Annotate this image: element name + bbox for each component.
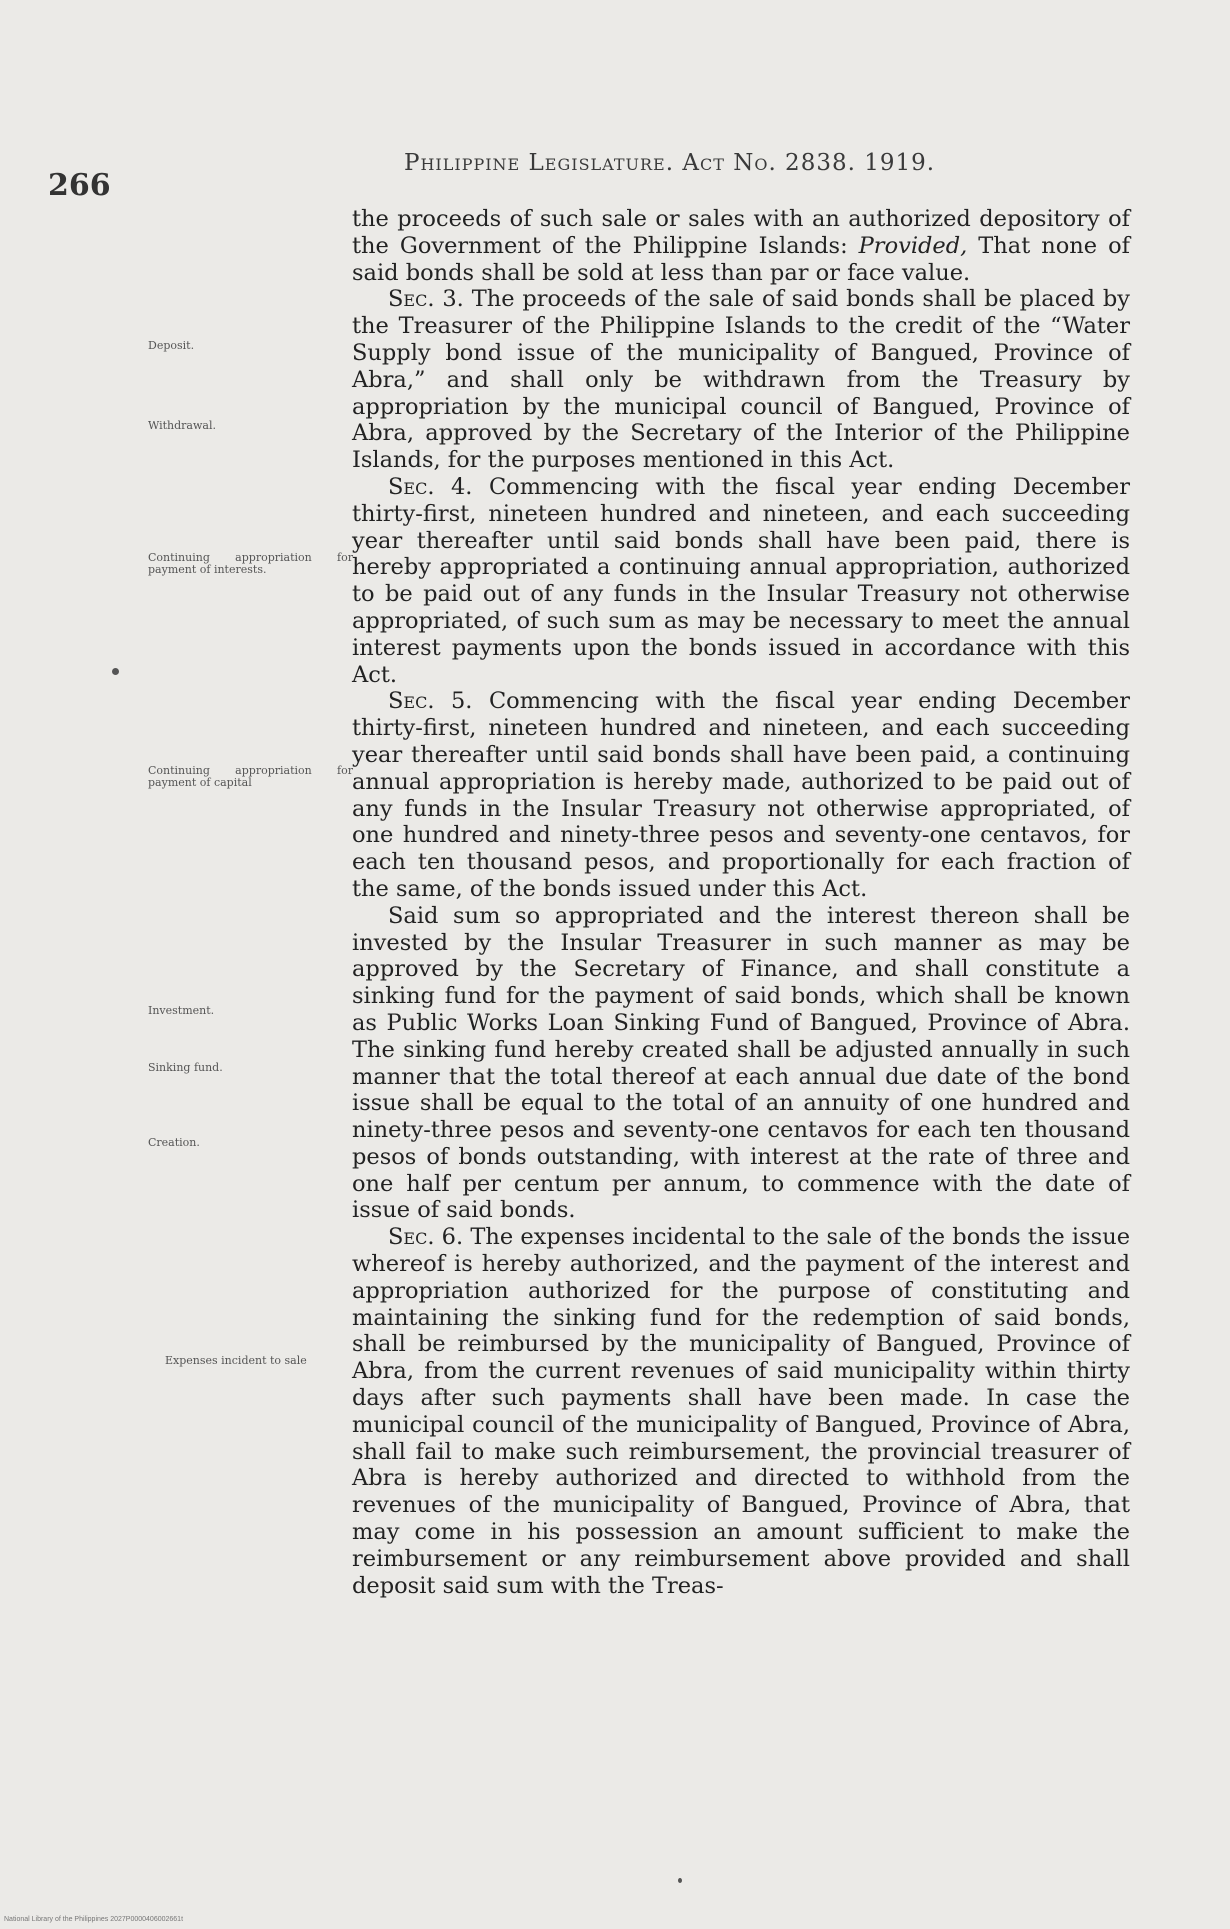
library-stamp: National Library of the Philippines 2027P0000406002661t — [4, 1916, 184, 1923]
section-label: Sec. 5. — [388, 688, 473, 715]
provided-italic: Provided, — [858, 232, 968, 259]
sidenote-sinking-fund: Sinking fund. — [148, 1061, 223, 1074]
section-label: Sec. 6. — [388, 1224, 464, 1251]
scan-speck — [678, 1878, 682, 1883]
section-4: Sec. 4. Commencing with the fiscal year ending December thirty-first, nineteen hundred and nineteen, and each succeeding year thereafter until said bonds shall have been paid, there is hereby appropriated a continuing annual appropriation, authorized to be paid out of any funds in the Insular Treasury not otherwise appropriated, of such sum as may be necessary to meet the annual interest payments upon the bonds issued in accordance with this Act. — [352, 473, 1130, 688]
page-number: 266 — [48, 168, 111, 203]
sidenote-interest-appropriation: Continuing appropriation for payment of interests. — [148, 551, 353, 576]
section-5: Sec. 5. Commencing with the fiscal year ending December thirty-first, nineteen hundred and nineteen, and each succeeding year thereafter until said bonds shall have been paid, a continuing annual appropriation is hereby made, authorized to be paid out of any funds in the Insular Treasury not otherwise appropriated, of one hundred and ninety-three pesos and seventy-one centavos, for each ten thousand pesos, and proportionally for each fraction of the same, of the bonds issued under this Act. — [352, 688, 1130, 902]
section-6: Sec. 6. The expenses incidental to the sale of the bonds the issue whereof is hereby authorized, and the payment of the interest and appropriation authorized for the purpose of constituting and maintaining the sinking fund for the redemption of said bonds, shall be reimbursed by the municipality of Bangued, Province of Abra, from the current revenues of said municipality within thirty days after such payments shall have been made. In case the municipal council of the municipality of Bangued, Province of Abra, shall fail to make such reimbursement, the provincial treasurer of Abra is hereby authorized and directed to withhold from the revenues of the municipality of Bangued, Province of Abra, that may come in his possession an amount sufficient to make the reimbursement or any reimbursement above provided and shall deposit said sum with the Treas- — [352, 1224, 1131, 1599]
sidenote-capital-appropriation: Continuing appropriation for payment of capital — [148, 764, 353, 789]
paragraph-continuation: the proceeds of such sale or sales with an authorized depository of the Government of the Philippine Islands: Provided, That none of said bonds shall be sold at less than par or face value. — [352, 206, 1130, 286]
scan-speck — [112, 668, 119, 675]
sidenote-creation: Creation. — [148, 1136, 200, 1149]
sidenote-expenses: Expenses incident to sale — [165, 1354, 307, 1367]
sidenote-deposit: Deposit. — [148, 339, 195, 352]
running-head: Philippine Legislature. Act No. 2838. 1919. — [404, 150, 936, 176]
section-3: Sec. 3. The proceeds of the sale of said bonds shall be placed by the Treasurer of the Philippine Islands to the credit of the “Water Supply bond issue of the municipality of Bangued, Province of Abra,” and shall only be withdrawn from the Treasury by appropriation by the municipal council of Bangued, Province of Abra, approved by the Secretary of the Interior of the Philippine Islands, for the purposes mentioned in this Act. — [352, 286, 1130, 474]
section-5-continued: Said sum so appropriated and the interest thereon shall be invested by the Insular Treasurer in such manner as may be approved by the Secretary of Finance, and shall constitute a sinking fund for the payment of said bonds, which shall be known as Public Works Loan Sinking Fund of Bangued, Province of Abra. The sinking fund hereby created shall be adjusted annually in such manner that the total thereof at each annual due date of the bond issue shall be equal to the total of an annuity of one hundred and ninety-three pesos and seventy-one centavos for each ten thousand pesos of bonds outstanding, with interest at the rate of three and one half per centum per annum, to commence with the date of issue of said bonds. — [352, 902, 1130, 1224]
section-label: Sec. 4. — [388, 473, 473, 500]
statute-body — [352, 206, 1130, 1599]
section-label: Sec. 3. — [388, 286, 464, 313]
sidenote-investment: Investment. — [148, 1004, 215, 1017]
sidenote-withdrawal: Withdrawal. — [148, 419, 216, 432]
